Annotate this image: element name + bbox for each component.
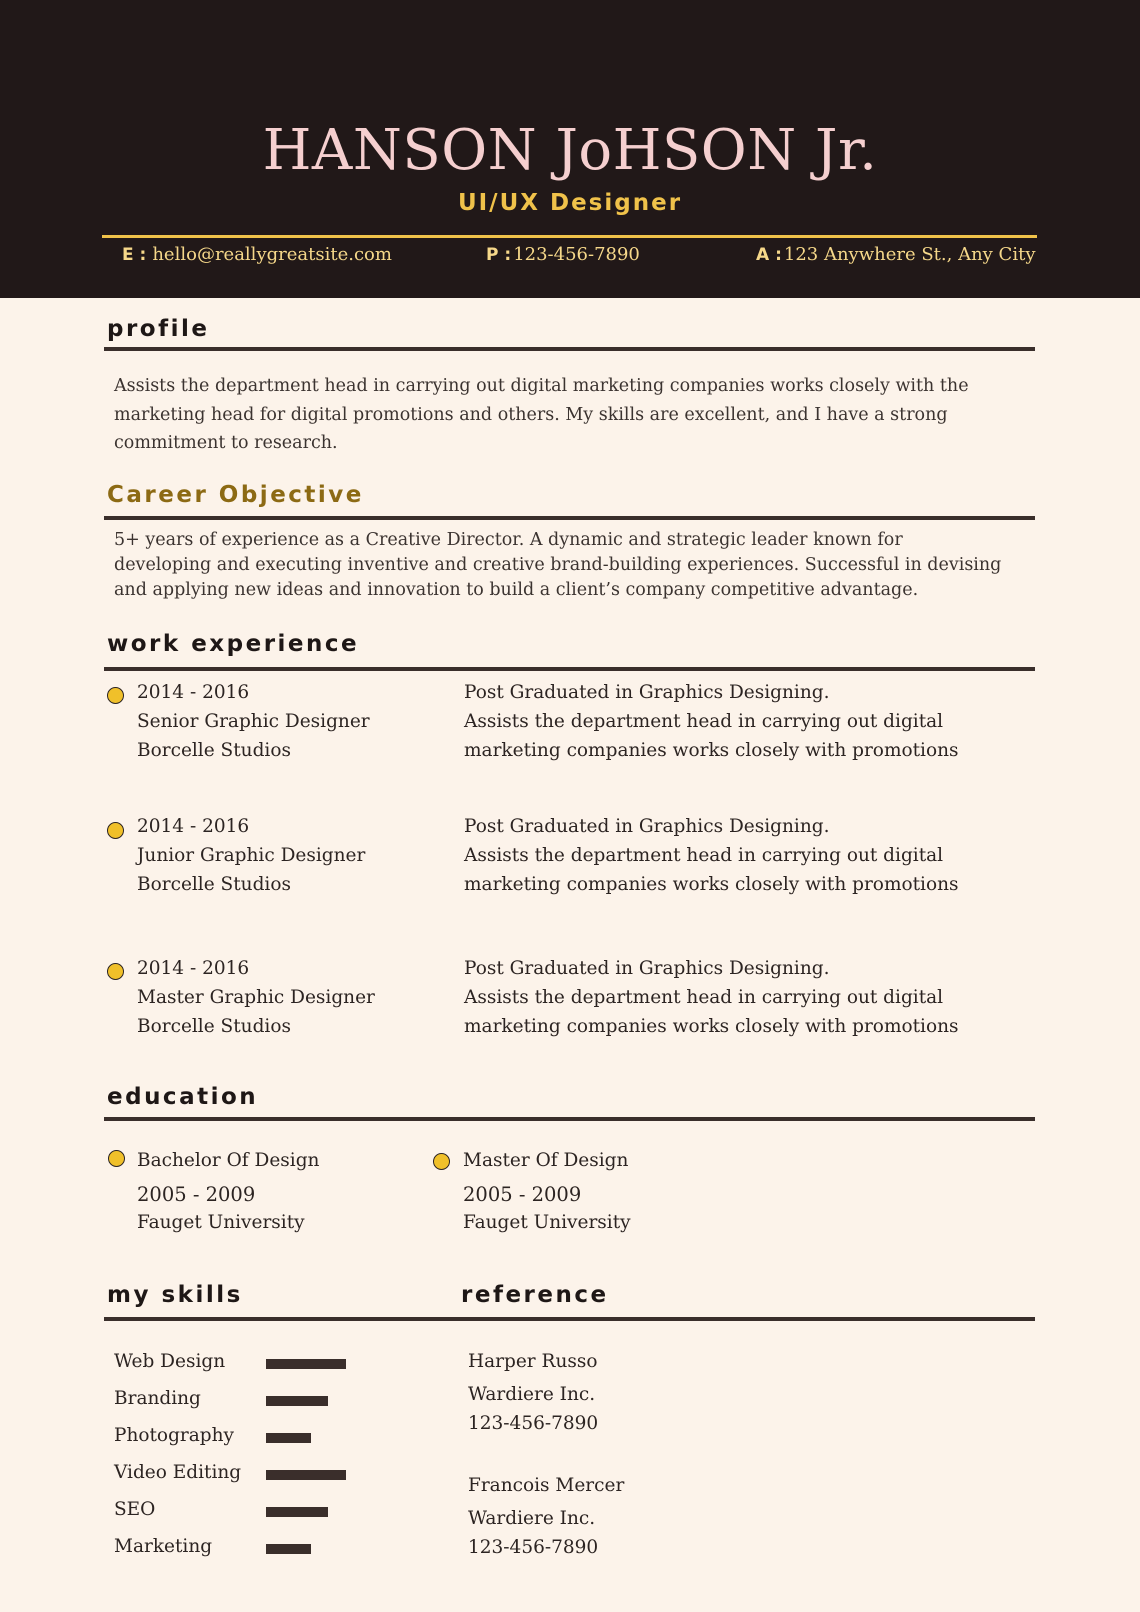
profile-line: marketing head for digital promotions and others. My skills are excellent, and I have a strong [114,404,948,425]
profile-line: commitment to research. [114,433,338,453]
edu-school: Fauget University [463,1212,631,1233]
skill-name: Web Design [114,1351,226,1372]
section-rule [104,1117,1035,1121]
skill-name: SEO [114,1499,156,1520]
address-value: 123 Anywhere St., Any City [783,244,1036,265]
work-desc: marketing companies works closely with promotions [464,740,959,761]
skill-bar [266,1433,311,1443]
candidate-name: HANSON JoHSON Jr. [262,118,878,183]
edu-degree: Bachelor Of Design [137,1150,320,1171]
work-position: Master Graphic Designer [137,987,375,1008]
work-company: Borcelle Studios [137,1016,291,1037]
section-title-work: work experience [107,631,360,657]
section-title-education: education [107,1084,259,1110]
candidate-role: UI/UX Designer [457,190,683,216]
section-title-reference: reference [461,1282,609,1308]
bullet-dot-icon [108,1150,125,1167]
skill-name: Photography [114,1425,234,1446]
header-band [0,0,1140,298]
reference-company: Wardiere Inc. [468,1384,596,1405]
edu-school: Fauget University [137,1212,305,1233]
section-rule [104,347,1035,351]
career-line: and applying new ideas and innovation to build a client’s company competitive advantage. [114,580,919,600]
section-title-career: Career Objective [107,482,364,508]
work-desc: Assists the department head in carrying out digital [464,711,944,732]
edu-degree: Master Of Design [463,1150,629,1171]
skill-name: Branding [114,1388,201,1409]
career-line: developing and executing inventive and creative brand-building experiences. Successful in devising [114,555,1002,575]
edu-years: 2005 - 2009 [137,1183,256,1206]
skill-bar [266,1359,346,1369]
work-company: Borcelle Studios [137,874,291,895]
work-position: Senior Graphic Designer [137,711,370,732]
work-desc: Post Graduated in Graphics Designing. [464,958,830,979]
reference-phone: 123-456-7890 [468,1413,599,1434]
reference-phone: 123-456-7890 [468,1537,599,1558]
section-title-skills: my skills [107,1282,243,1308]
address-label: A : [756,245,782,265]
reference-company: Wardiere Inc. [468,1508,596,1529]
reference-name: Harper Russo [468,1351,598,1372]
phone-value: 123-456-7890 [513,244,640,265]
edu-years: 2005 - 2009 [463,1183,582,1206]
skill-name: Video Editing [114,1462,242,1483]
career-line: 5+ years of experience as a Creative Director. A dynamic and strategic leader known for [114,530,903,550]
work-desc: marketing companies works closely with promotions [464,1016,959,1037]
bullet-dot-icon [107,822,124,839]
work-desc: Post Graduated in Graphics Designing. [464,816,830,837]
work-desc: Post Graduated in Graphics Designing. [464,682,830,703]
section-rule [104,1317,1035,1321]
reference-name: Francois Mercer [468,1475,625,1496]
section-rule [104,516,1035,520]
work-years: 2014 - 2016 [137,682,250,703]
contact-email [122,244,392,265]
work-years: 2014 - 2016 [137,958,250,979]
skill-name: Marketing [114,1536,213,1557]
email-label: E : [122,245,147,265]
bullet-dot-icon [433,1153,450,1170]
work-desc: Assists the department head in carrying out digital [464,845,944,866]
section-title-profile: profile [107,316,210,342]
header-divider [102,235,1037,238]
skill-bar [266,1396,328,1406]
contact-address [756,244,1036,265]
work-years: 2014 - 2016 [137,816,250,837]
work-position: Junior Graphic Designer [137,845,366,866]
section-rule [104,667,1035,671]
skill-bar [266,1470,346,1480]
skill-bar [266,1544,311,1554]
email-value[interactable]: hello@reallygreatsite.com [152,244,392,265]
work-desc: Assists the department head in carrying out digital [464,987,944,1008]
career-text [114,528,1026,603]
skill-bar [266,1507,328,1517]
phone-label: P : [486,245,512,265]
work-company: Borcelle Studios [137,740,291,761]
bullet-dot-icon [107,963,124,980]
bullet-dot-icon [107,687,124,704]
contact-phone [486,244,640,265]
profile-text [114,372,1026,458]
work-desc: marketing companies works closely with promotions [464,874,959,895]
profile-line: Assists the department head in carrying out digital marketing companies works closely with the [114,376,969,396]
